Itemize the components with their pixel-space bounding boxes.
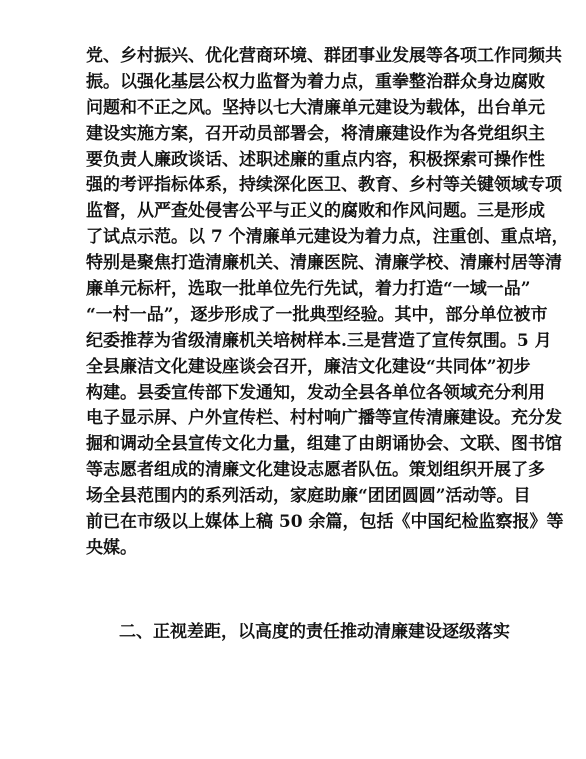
paragraph-line: 了试点示范。以 7 个清廉单元建设为着力点，注重创、重点培， [86,227,569,248]
paragraph-line: 建设实施方案，召开动员部署会，将清廉建设作为各党组织主 [86,123,545,144]
paragraph-line: 央媒。 [86,537,137,558]
paragraph-line: 强的考评指标体系，持续深化医卫、教育、乡村等关键领域专项 [86,175,562,196]
paragraph-line: 振。以强化基层公权力监督为着力点，重拳整治群众身边腐败 [86,71,545,92]
paragraph-line: 廉单元标杆，选取一批单位先行先试，着力打造“一域一品” [86,279,531,300]
body-paragraph [86,44,569,562]
paragraph-line: 特别是聚焦打造清廉机关、清廉医院、清廉学校、清廉村居等清 [86,253,562,274]
paragraph-line: 等志愿者组成的清廉文化建设志愿者队伍。策划组织开展了多 [86,460,545,481]
section-heading: 二、正视差距，以高度的责任推动清廉建设逐级落实 [119,622,510,642]
paragraph-line: 要负责人廉政谈话、述职述廉的重点内容，积极探索可操作性 [86,149,545,170]
paragraph-line: 党、乡村振兴、优化营商环境、群团事业发展等各项工作同频共 [86,46,562,66]
paragraph-line: 全县廉洁文化建设座谈会召开，廉洁文化建设“共同体”初步 [86,356,531,377]
paragraph-line: 电子显示屏、户外宣传栏、村村响广播等宣传清廉建设。充分发 [86,408,562,429]
paragraph-line: 场全县范围内的系列活动，家庭助廉“团团圆圆”活动等。目 [86,486,531,507]
paragraph-line: 监督，从严查处侵害公平与正义的腐败和作风问题。三是形成 [86,201,545,222]
paragraph-line: “一村一品”，逐步形成了一批典型经验。其中，部分单位被市 [86,304,548,325]
paragraph-line: 问题和不正之风。坚持以七大清廉单元建设为载体，出台单元 [86,97,545,118]
paragraph-line: 纪委推荐为省级清廉机关培树样本.三是营造了宣传氛围。5 月 [86,330,552,351]
paragraph-line: 掘和调动全县宣传文化力量，组建了由朗诵协会、文联、图书馆 [86,434,562,455]
paragraph-line: 前已在市级以上媒体上稿 50 余篇，包括《中国纪检监察报》等 [86,512,564,533]
paragraph-line: 构建。县委宣传部下发通知，发动全县各单位各领域充分利用 [86,382,545,403]
